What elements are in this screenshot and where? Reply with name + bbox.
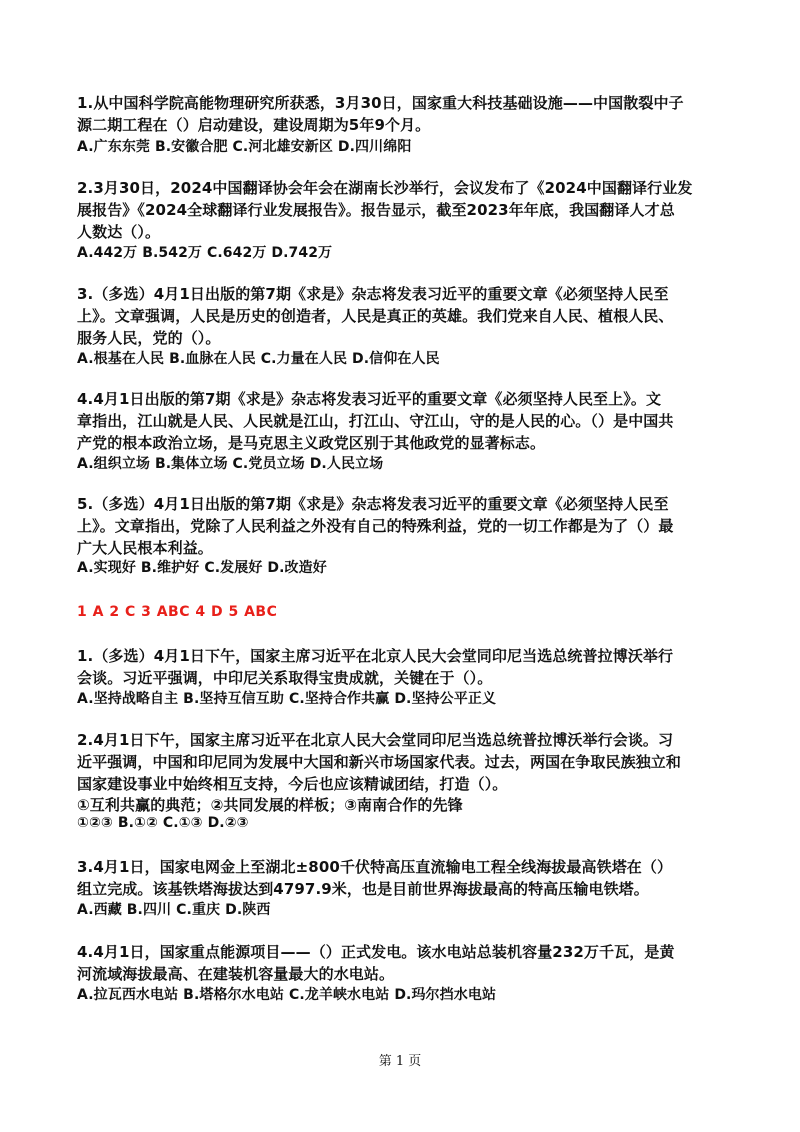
question-options: A.西藏 B.四川 C.重庆 D.陕西 xyxy=(77,902,271,918)
question-options: A.拉瓦西水电站 B.塔格尔水电站 C.龙羊峡水电站 D.玛尔挡水电站 xyxy=(77,987,497,1003)
question-text: 3.4月1日，国家电网金上至湖北±800千伏特高压直流输电工程全线海拔最高铁塔在（） xyxy=(77,858,673,876)
question-options: A.组织立场 B.集体立场 C.党员立场 D.人民立场 xyxy=(77,456,384,472)
question-text: 上》。文章指出，党除了人民利益之外没有自己的特殊利益，党的一切工作都是为了（）最 xyxy=(77,517,674,535)
question-text: 国家建设事业中始终相互支持，今后也应该精诚团结，打造（）。 xyxy=(77,775,508,793)
question-text: 会谈。习近平强调，中印尼关系取得宝贵成就，关键在于（）。 xyxy=(77,669,493,687)
question-text: 1.（多选）4月1日下午，国家主席习近平在北京人民大会堂同印尼当选总统普拉博沃举行 xyxy=(77,647,674,665)
question-text: 广大人民根本利益。 xyxy=(77,539,213,557)
question-text: 组立完成。该基铁塔海拔达到4797.9米，也是目前世界海拔最高的特高压输电铁塔。 xyxy=(77,880,649,898)
question-options: ①②③ B.①② C.①③ D.②③ xyxy=(77,815,249,831)
question-text: 章指出，江山就是人民、人民就是江山，打江山、守江山，守的是人民的心。（）是中国共 xyxy=(77,412,674,430)
question-text: 服务人民，党的（）。 xyxy=(77,329,221,347)
question-text: 近平强调，中国和印尼同为发展中大国和新兴市场国家代表。过去，两国在争取民族独立和 xyxy=(77,753,682,771)
question-text: 河流域海拔最高、在建装机容量最大的水电站。 xyxy=(77,965,395,983)
question-text: 3.（多选）4月1日出版的第7期《求是》杂志将发表习近平的重要文章《必须坚持人民至 xyxy=(77,285,669,303)
answer-key: 1 A 2 C 3 ABC 4 D 5 ABC xyxy=(77,604,278,620)
question-text: 1.从中国科学院高能物理研究所获悉，3月30日，国家重大科技基础设施——中国散裂中子 xyxy=(77,94,684,112)
question-text: 2.3月30日，2024中国翻译协会年会在湖南长沙举行，会议发布了《2024中国翻译行业发 xyxy=(77,179,693,197)
question-text: 源二期工程在（）启动建设，建设周期为5年9个月。 xyxy=(77,116,431,134)
question-options: A.广东东莞 B.安徽合肥 C.河北雄安新区 D.四川绵阳 xyxy=(77,139,412,155)
question-options: A.根基在人民 B.血脉在人民 C.力量在人民 D.信仰在人民 xyxy=(77,351,440,367)
question-text: ①互利共赢的典范；②共同发展的样板；③南南合作的先锋 xyxy=(77,796,463,814)
question-options: A.实现好 B.维护好 C.发展好 D.改造好 xyxy=(77,560,327,576)
question-text: 人数达（）。 xyxy=(77,223,161,241)
question-options: A.442万 B.542万 C.642万 D.742万 xyxy=(77,245,333,261)
question-text: 产党的根本政治立场，是马克思主义政党区别于其他政党的显著标志。 xyxy=(77,434,546,452)
question-text: 2.4月1日下午，国家主席习近平在北京人民大会堂同印尼当选总统普拉博沃举行会谈。习 xyxy=(77,731,674,749)
question-options: A.坚持战略自主 B.坚持互信互助 C.坚持合作共赢 D.坚持公平正义 xyxy=(77,691,497,707)
question-text: 上》。文章强调，人民是历史的创造者，人民是真正的英雄。我们党来自人民、植根人民、 xyxy=(77,307,674,325)
question-text: 5.（多选）4月1日出版的第7期《求是》杂志将发表习近平的重要文章《必须坚持人民至 xyxy=(77,495,669,513)
question-text: 4.4月1日，国家重点能源项目——（）正式发电。该水电站总装机容量232万千瓦，是黄 xyxy=(77,943,675,961)
question-text: 展报告》《2024全球翻译行业发展报告》。报告显示，截至2023年年底，我国翻译人才总 xyxy=(77,201,675,219)
question-text: 4.4月1日出版的第7期《求是》杂志将发表习近平的重要文章《必须坚持人民至上》。文 xyxy=(77,390,662,408)
page-number: 第 1 页 xyxy=(378,1054,422,1069)
